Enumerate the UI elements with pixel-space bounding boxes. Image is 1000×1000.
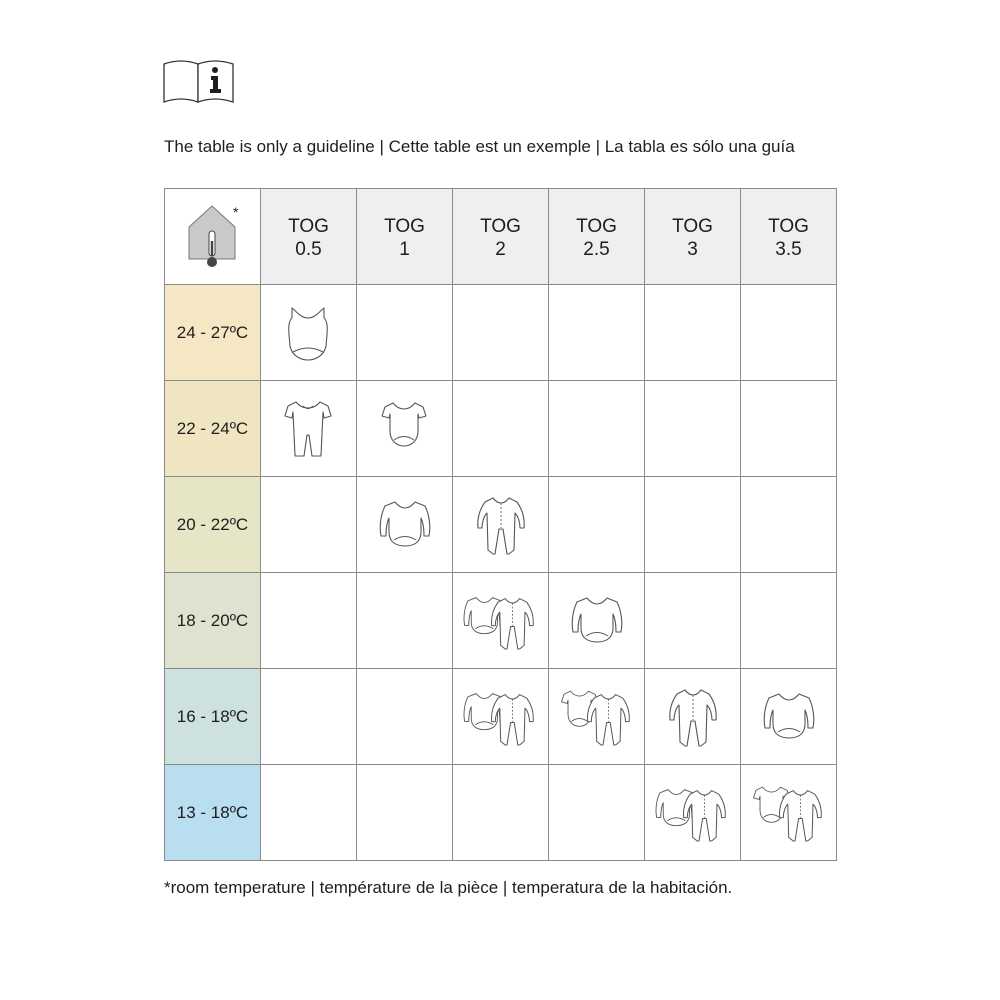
table-cell (741, 765, 837, 861)
long-sleeve-bodysuit-icon (571, 590, 623, 652)
tog-value: 1 (399, 239, 410, 260)
tog-table (164, 188, 837, 861)
footnote-text: *room temperature | température de la pièce | temperatura de la habitación. (164, 878, 733, 897)
table-cell (549, 285, 645, 381)
table-cell (549, 477, 645, 573)
long-sleeve-bodysuit-icon (763, 686, 815, 748)
header-row (165, 189, 837, 285)
short-sleeve-bodysuit-icon (379, 398, 431, 460)
table-cell (549, 765, 645, 861)
table-cell (357, 573, 453, 669)
tog-value: 3 (687, 239, 698, 260)
table-cell (645, 765, 741, 861)
tog-header (549, 189, 645, 285)
tog-value: 3.5 (775, 239, 802, 260)
house-thermometer-icon (165, 189, 260, 284)
tog-label: TOG (672, 216, 713, 237)
table-cell (453, 285, 549, 381)
table-row (165, 573, 837, 669)
table-cell (261, 573, 357, 669)
table-cell (453, 573, 549, 669)
table-row (165, 285, 837, 381)
table-cell (741, 285, 837, 381)
short-romper-icon (283, 398, 335, 460)
room-temperature-header (165, 189, 261, 285)
table-row (165, 669, 837, 765)
tog-label: TOG (576, 216, 617, 237)
table-cell (549, 381, 645, 477)
short-bodysuit-and-sleepsuit-icon (559, 685, 635, 749)
tog-header (453, 189, 549, 285)
table-cell (645, 285, 741, 381)
table-cell (645, 573, 741, 669)
bodysuit-and-sleepsuit-icon (463, 589, 539, 653)
tog-header (261, 189, 357, 285)
table-cell (357, 285, 453, 381)
table-cell (741, 381, 837, 477)
tog-header (741, 189, 837, 285)
table-cell (261, 765, 357, 861)
table-cell (741, 669, 837, 765)
temperature-range: 18 - 20ºC (165, 573, 261, 669)
sleeveless-bodysuit-icon (283, 302, 335, 364)
temperature-range: 13 - 18ºC (165, 765, 261, 861)
footed-sleepsuit-icon (475, 494, 527, 556)
long-sleeve-bodysuit-icon (379, 494, 431, 556)
temperature-range: 24 - 27ºC (165, 285, 261, 381)
temperature-range: 16 - 18ºC (165, 669, 261, 765)
temperature-range: 22 - 24ºC (165, 381, 261, 477)
table-cell (741, 477, 837, 573)
table-cell (357, 381, 453, 477)
short-bodysuit-and-sleepsuit-icon (751, 781, 827, 845)
tog-label: TOG (480, 216, 521, 237)
temperature-range: 20 - 22ºC (165, 477, 261, 573)
tog-label: TOG (384, 216, 425, 237)
table-cell (741, 573, 837, 669)
table-cell (453, 477, 549, 573)
tog-value: 2.5 (583, 239, 610, 260)
tog-label: TOG (768, 216, 809, 237)
table-cell (645, 669, 741, 765)
table-cell (645, 381, 741, 477)
bodysuit-and-sleepsuit-icon (655, 781, 731, 845)
tog-header (357, 189, 453, 285)
table-cell (261, 477, 357, 573)
table-cell (549, 573, 645, 669)
table-cell (261, 669, 357, 765)
asterisk: * (233, 204, 239, 220)
table-row (165, 381, 837, 477)
table-row (165, 477, 837, 573)
table-cell (357, 477, 453, 573)
table-cell (261, 381, 357, 477)
table-cell (453, 765, 549, 861)
table-cell (357, 669, 453, 765)
tog-header (645, 189, 741, 285)
table-cell (645, 477, 741, 573)
info-book-icon (163, 56, 235, 104)
tog-value: 2 (495, 239, 506, 260)
footed-sleepsuit-icon (667, 686, 719, 748)
tog-value: 0.5 (295, 239, 322, 260)
tog-label: TOG (288, 216, 329, 237)
table-cell (357, 765, 453, 861)
table-row (165, 765, 837, 861)
bodysuit-and-sleepsuit-icon (463, 685, 539, 749)
table-cell (453, 669, 549, 765)
table-cell (261, 285, 357, 381)
table-cell (453, 381, 549, 477)
table-cell (549, 669, 645, 765)
guideline-text: The table is only a guideline | Cette table est un exemple | La tabla es sólo una guía (164, 137, 795, 156)
